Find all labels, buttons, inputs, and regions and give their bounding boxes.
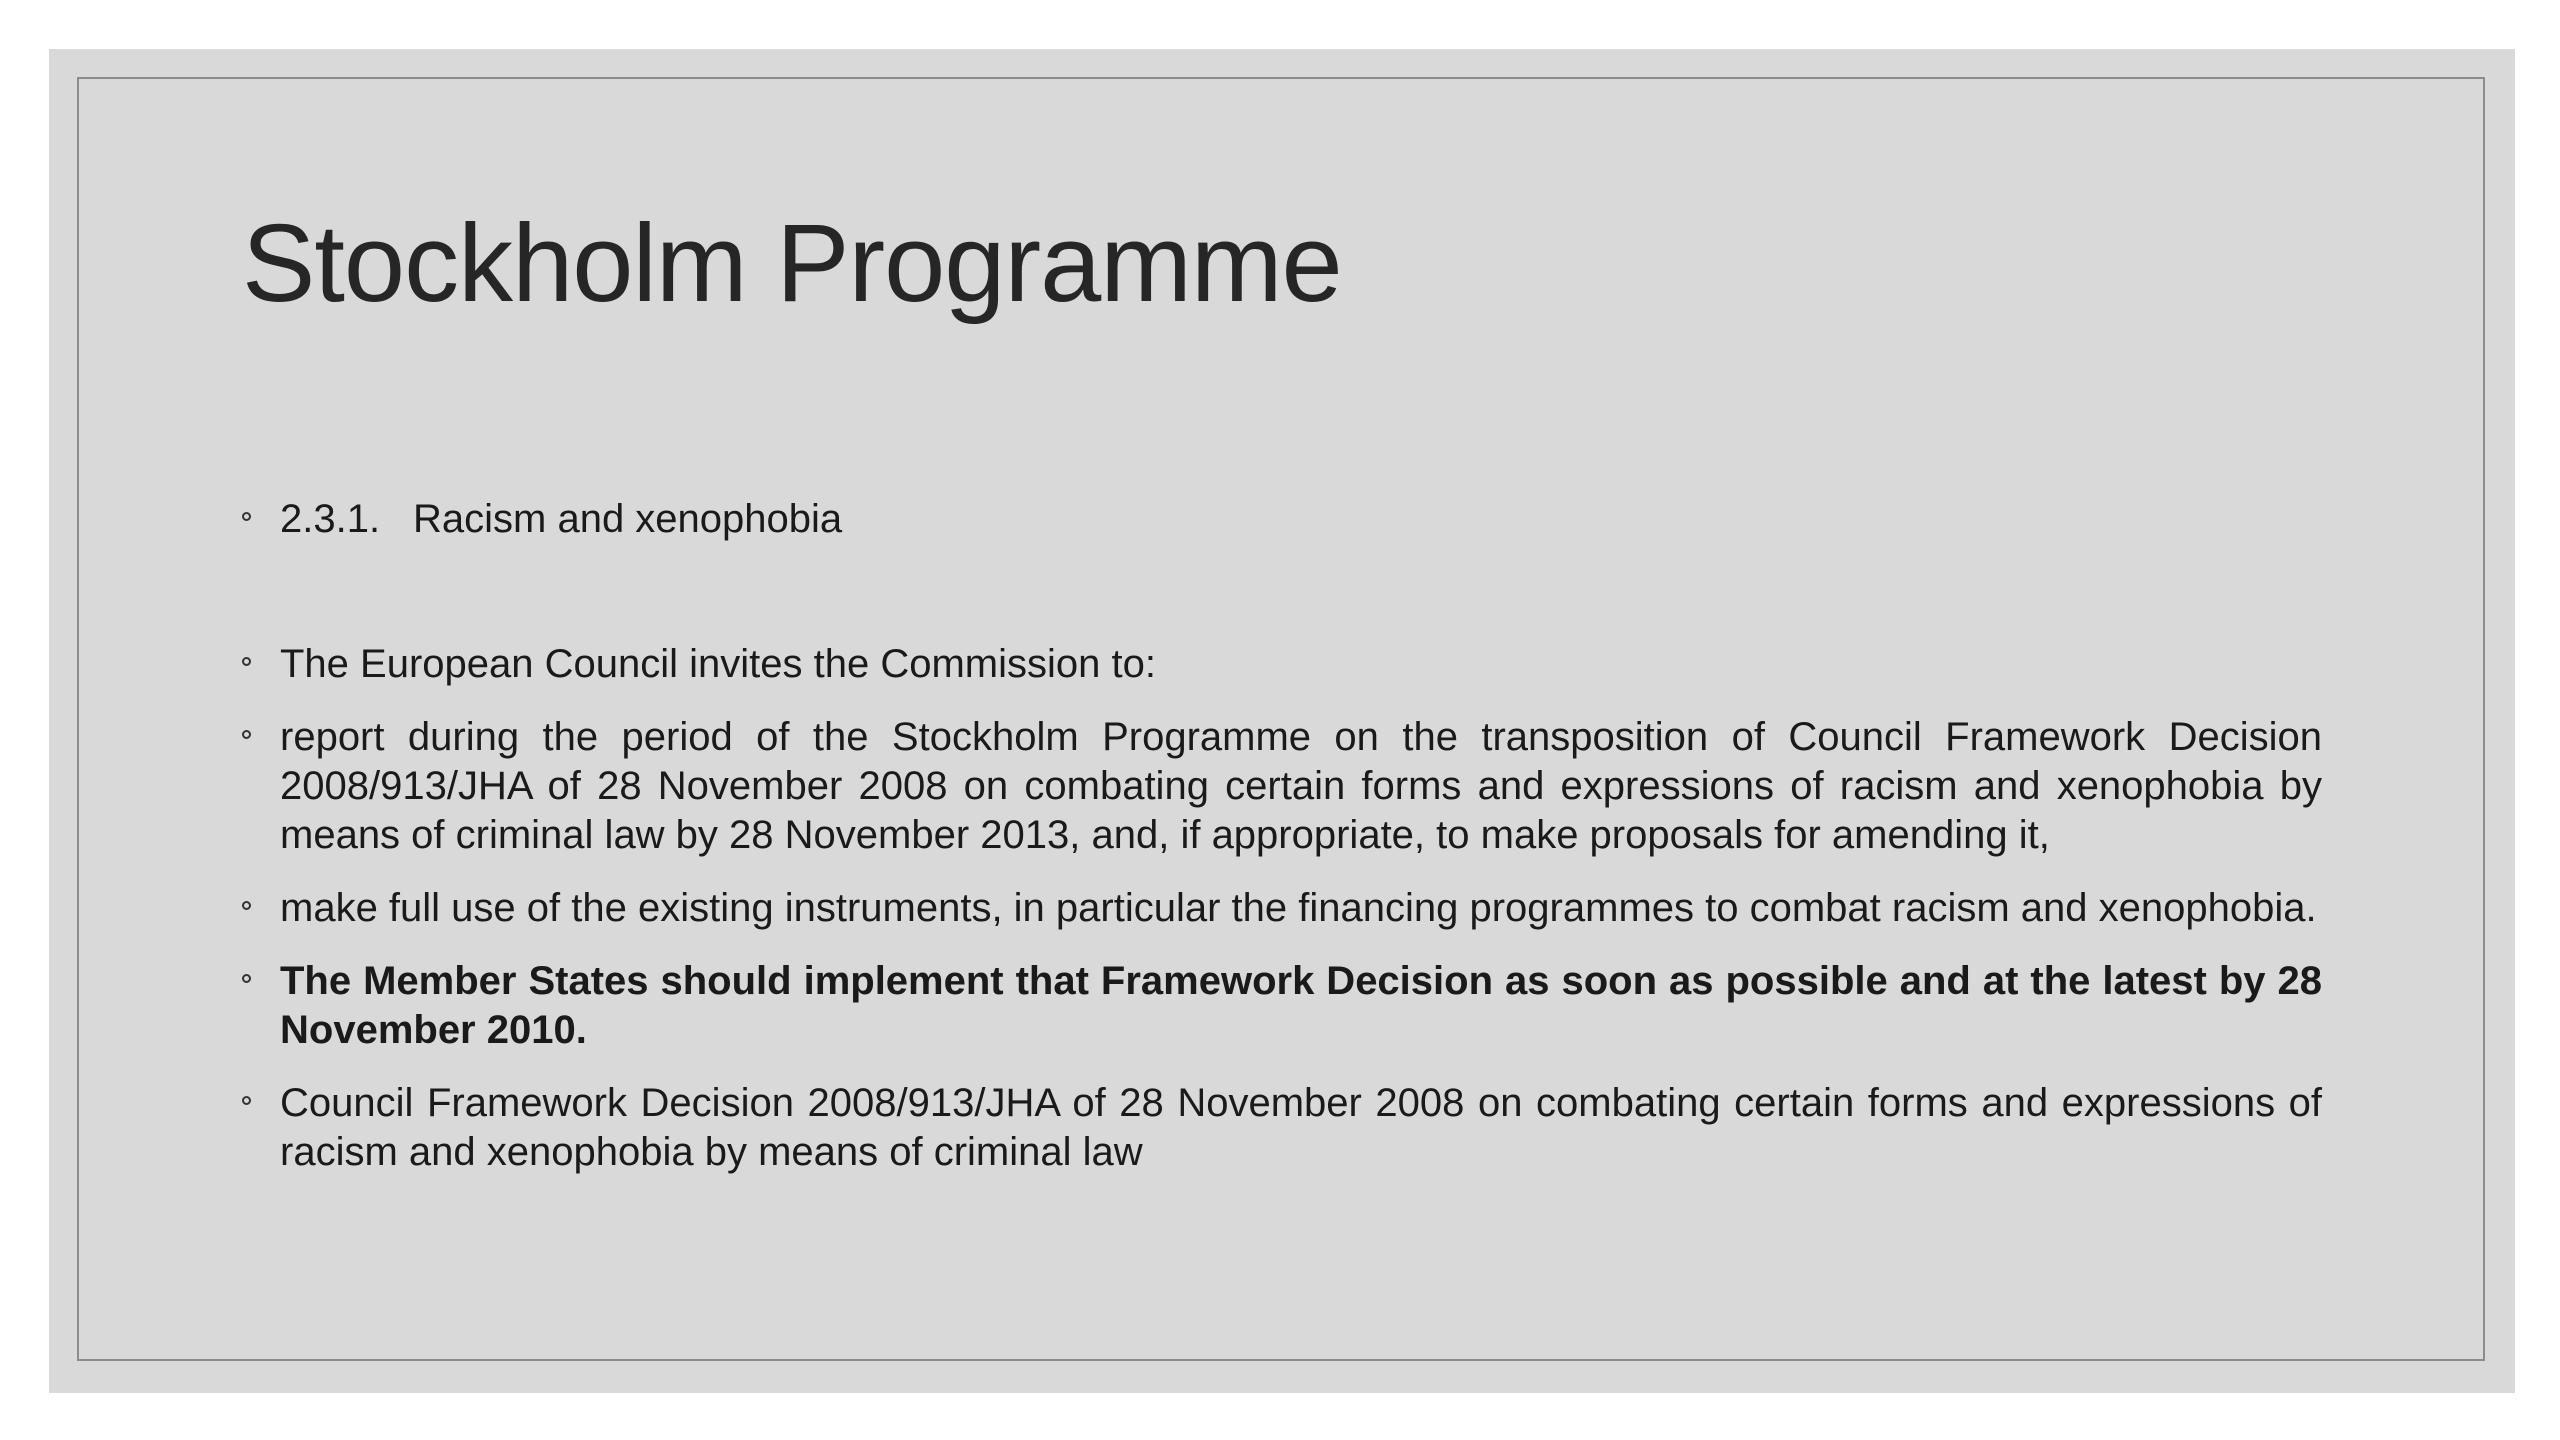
slide bbox=[49, 49, 2515, 1393]
circle-bullet-icon bbox=[242, 901, 251, 910]
circle-bullet-icon bbox=[242, 974, 251, 983]
section-number: 2.3.1. bbox=[280, 497, 381, 541]
slide-title: Stockholm Programme bbox=[242, 202, 1342, 325]
bullet-text-bold: The Member States should implement that Framework Decision as soon as possible and at the latest by 28 November 2010. bbox=[280, 959, 2322, 1052]
bullet-text: make full use of the existing instruments, in particular the financing programmes to combat racism and xenophobia. bbox=[280, 886, 2317, 930]
circle-bullet-icon bbox=[242, 730, 251, 739]
circle-bullet-icon bbox=[242, 657, 251, 666]
bullet-item-intro bbox=[242, 640, 2322, 689]
bullet-list bbox=[242, 495, 2322, 1201]
bullet-item-section bbox=[242, 495, 2322, 544]
bullet-item-member-states bbox=[242, 957, 2322, 1055]
bullet-item-report bbox=[242, 713, 2322, 860]
bullet-item-framework-decision bbox=[242, 1079, 2322, 1177]
bullet-text: report during the period of the Stockholm Programme on the transposition of Council Framework Decision 2008/913/JHA of 28 November 2008 on combating certain forms and expressions of racism and xenophobia by means of criminal law by 28 November 2013, and, if appropriate, to make proposals for amending it, bbox=[280, 715, 2322, 857]
circle-bullet-icon bbox=[242, 1096, 251, 1105]
bullet-text: Council Framework Decision 2008/913/JHA of 28 November 2008 on combating certain forms and expressions of racism and xenophobia by means of criminal law bbox=[280, 1081, 2322, 1174]
circle-bullet-icon bbox=[242, 512, 251, 521]
bullet-item-instruments bbox=[242, 884, 2322, 933]
section-heading: Racism and xenophobia bbox=[413, 497, 843, 541]
bullet-text: The European Council invites the Commission to: bbox=[280, 642, 1156, 686]
